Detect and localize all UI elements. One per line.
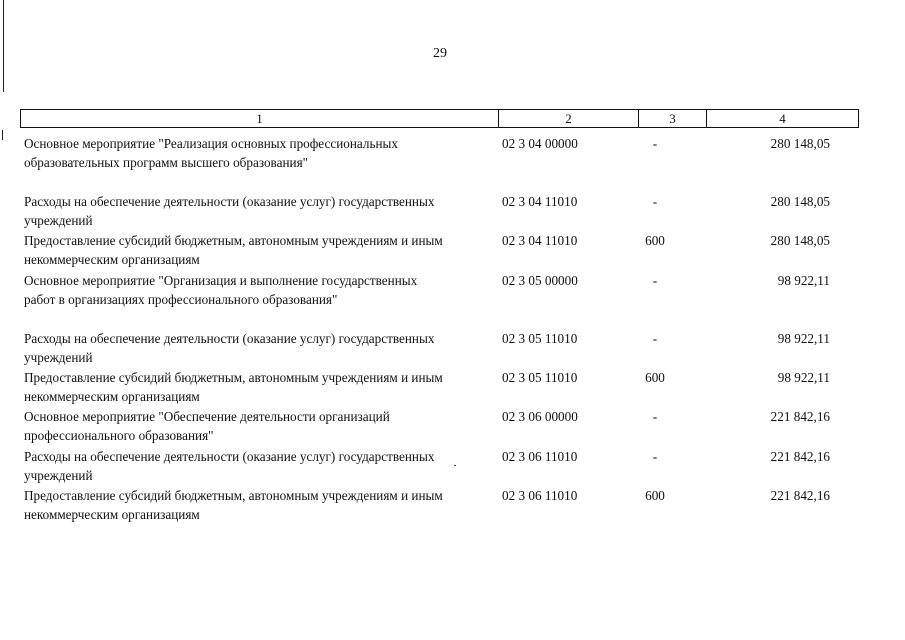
- row-name: Предоставление субсидий бюджетным, автономным учреждениям и иным некоммерческим организациям: [24, 233, 443, 267]
- row-expense-type: 600: [645, 233, 665, 248]
- row-expense-type: 600: [645, 370, 665, 385]
- row-amount: 221 842,16: [770, 449, 830, 464]
- row-expense-type: -: [652, 409, 658, 424]
- row-code: 02 3 06 11010: [502, 449, 578, 464]
- row-code: 02 3 06 00000: [502, 409, 578, 424]
- row-expense-type: -: [652, 449, 658, 464]
- row-amount: 280 148,05: [770, 194, 830, 209]
- row-code: 02 3 04 11010: [502, 233, 578, 248]
- scan-edge-mark: [2, 130, 3, 140]
- row-amount: 280 148,05: [770, 136, 830, 151]
- row-amount: 98 922,11: [777, 331, 830, 346]
- scan-speck: [454, 465, 456, 466]
- header-col-4: 4: [779, 111, 786, 126]
- header-col-1: 1: [21, 110, 499, 127]
- row-name: Расходы на обеспечение деятельности (оказание услуг) государственных учреждений: [24, 449, 435, 483]
- row-code: 02 3 05 11010: [502, 370, 578, 385]
- row-amount: 221 842,16: [770, 488, 830, 503]
- row-expense-type: -: [652, 331, 658, 346]
- row-amount: 98 922,11: [777, 273, 830, 288]
- row-amount: 221 842,16: [770, 409, 830, 424]
- row-expense-type: -: [652, 194, 658, 209]
- row-name: Предоставление субсидий бюджетным, автономным учреждениям и иным некоммерческим организациям: [24, 488, 443, 522]
- row-code: 02 3 05 00000: [502, 273, 578, 288]
- row-code: 02 3 04 11010: [502, 194, 578, 209]
- row-name: Основное мероприятие "Обеспечение деятельности организаций профессионального образования": [24, 409, 390, 443]
- row-name: Основное мероприятие "Реализация основных профессиональных образовательных программ высшего образования": [24, 136, 398, 170]
- page-number: 29: [433, 46, 447, 61]
- header-col-2: 2: [499, 110, 639, 127]
- row-expense-type: -: [652, 136, 658, 151]
- row-expense-type: -: [652, 273, 658, 288]
- row-amount: 280 148,05: [770, 233, 830, 248]
- row-name: Расходы на обеспечение деятельности (оказание услуг) государственных учреждений: [24, 194, 435, 228]
- row-code: 02 3 06 11010: [502, 488, 578, 503]
- row-expense-type: 600: [645, 488, 665, 503]
- row-name: Основное мероприятие "Организация и выполнение государственных работ в организациях профессионального образования": [24, 273, 418, 307]
- header-col-3: 3: [639, 110, 707, 127]
- row-code: 02 3 05 11010: [502, 331, 578, 346]
- row-code: 02 3 04 00000: [502, 136, 578, 151]
- table-header: [20, 109, 859, 128]
- row-name: Предоставление субсидий бюджетным, автономным учреждениям и иным некоммерческим организациям: [24, 370, 443, 404]
- row-name: Расходы на обеспечение деятельности (оказание услуг) государственных учреждений: [24, 331, 435, 365]
- row-amount: 98 922,11: [777, 370, 830, 385]
